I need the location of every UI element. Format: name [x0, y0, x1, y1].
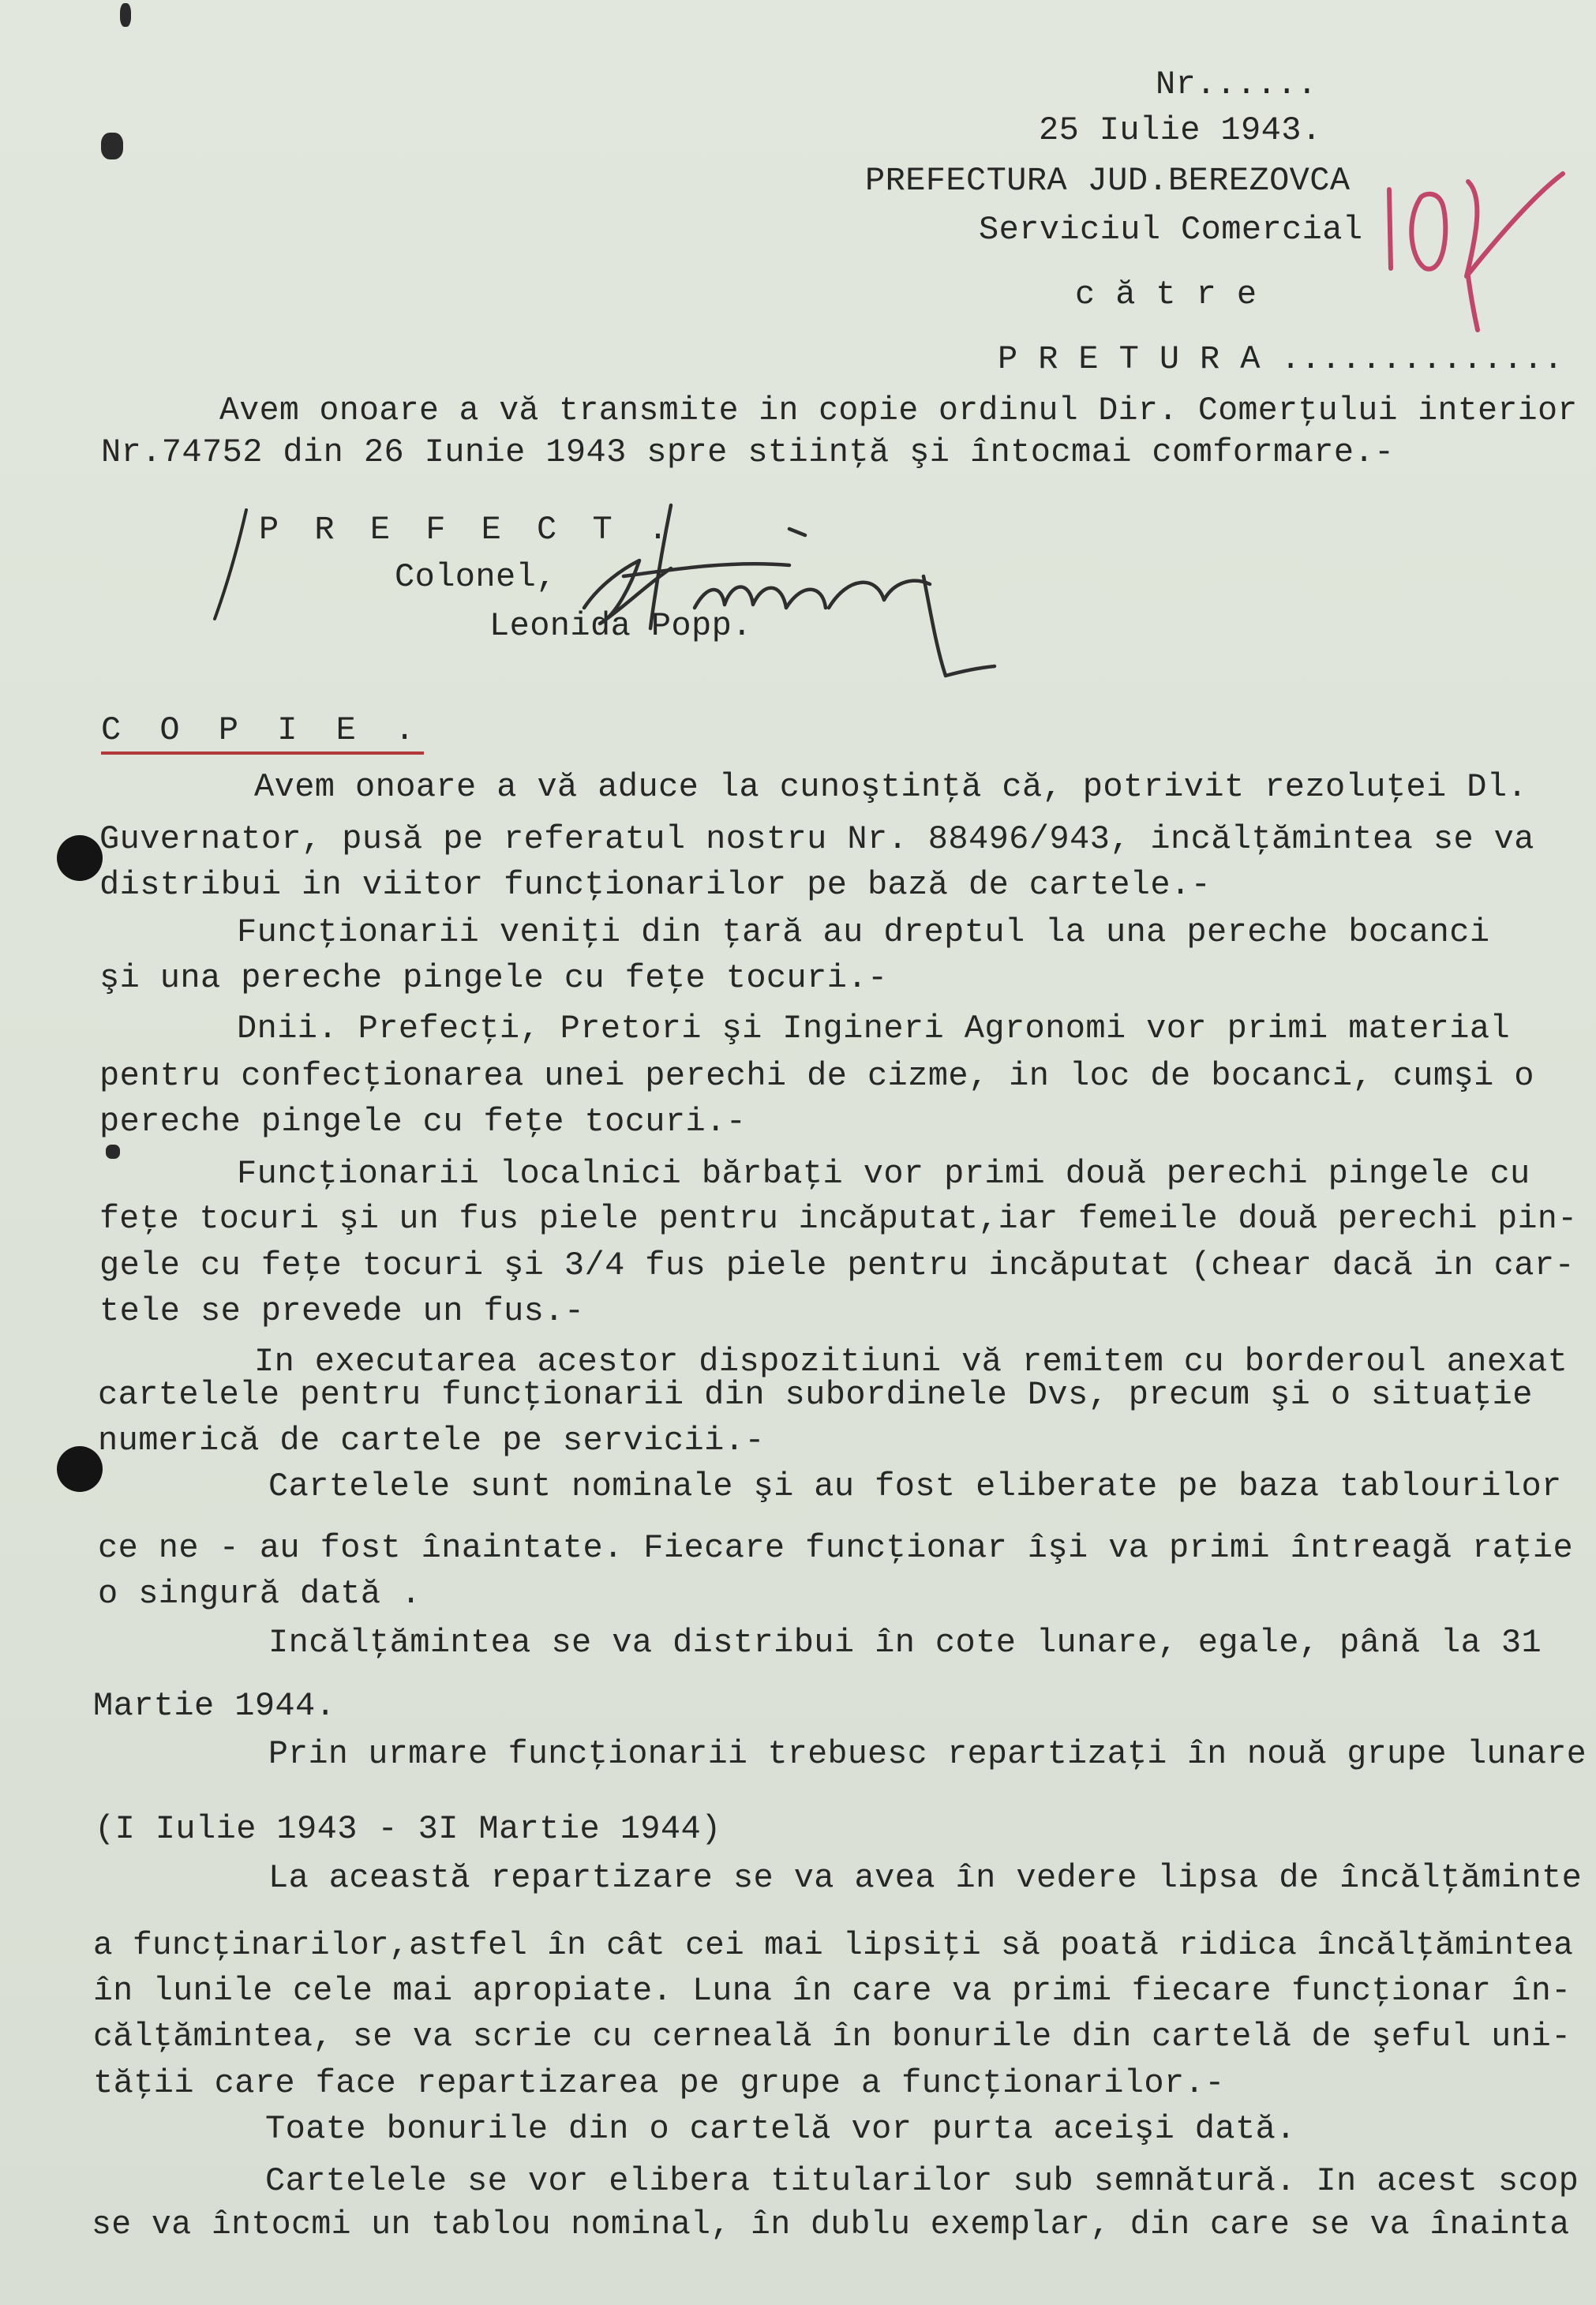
body-line: o singură dată .	[98, 1575, 421, 1613]
intro-line-2: Nr.74752 din 26 Iunie 1943 spre stiinţă şi întocmai comformare.-	[101, 433, 1395, 471]
body-line: feţe tocuri şi un fus piele pentru incăputat,iar femeile două perechi pin-	[99, 1201, 1578, 1238]
signature-rank: Colonel,	[395, 558, 556, 596]
body-line: Cartelele sunt nominale şi au fost eliberate pe baza tablourilor	[268, 1467, 1562, 1505]
addressed-to: c ă t r e	[1075, 275, 1257, 313]
body-line: a funcţinarilor,astfel în cât cei mai lipsiţi să poată ridica încălţămintea	[93, 1928, 1574, 1964]
ink-speck	[120, 3, 131, 27]
institution-name: PREFECTURA JUD.BEREZOVCA	[865, 162, 1351, 200]
body-line: Cartelele se vor elibera titularilor sub semnătură. In acest scop	[265, 2162, 1579, 2200]
body-line: Martie 1944.	[93, 1687, 336, 1725]
punch-hole-top	[57, 835, 103, 881]
body-line: Incălţămintea se va distribui în cote lunare, egale, până la 31	[268, 1624, 1542, 1662]
body-line: pentru confecţionarea unei perechi de cizme, in loc de bocanci, cumşi o	[99, 1057, 1534, 1095]
body-line: Funcţionarii veniţi din ţară au dreptul la una pereche bocanci	[237, 913, 1490, 951]
copy-heading: C O P I E .	[101, 710, 424, 755]
body-line: se va întocmi un tablou nominal, în dublu exemplar, din care se va înainta	[92, 2206, 1570, 2243]
body-line: pereche pingele cu feţe tocuri.-	[99, 1103, 747, 1141]
body-line: Guvernator, pusă pe referatul nostru Nr. 88496/943, incălţămintea se va	[99, 820, 1534, 858]
signature-slash	[207, 505, 254, 624]
document-date: 25 Iulie 1943.	[1039, 111, 1322, 149]
ink-speck	[101, 133, 123, 159]
body-line: Dnii. Prefecţi, Pretori şi Ingineri Agronomi vor primi material	[237, 1010, 1511, 1048]
body-line: numerică de cartele pe servicii.-	[98, 1422, 765, 1460]
body-line: şi una pereche pingele cu feţe tocuri.-	[99, 959, 888, 997]
recipient: P R E T U R A ..............	[998, 340, 1564, 378]
body-line: tele se prevede un fus.-	[99, 1292, 585, 1330]
signature-title: P R E F E C T .	[259, 511, 676, 549]
body-line: distribui in viitor funcţionarilor pe bază de cartele.-	[99, 866, 1212, 904]
signature-name: Leonida Popp.	[489, 607, 752, 645]
punch-hole-bottom	[57, 1446, 103, 1492]
body-line: tăţii care face repartizarea pe grupe a funcţionarilor.-	[93, 2064, 1225, 2102]
body-line: Prin urmare funcţionarii trebuesc repartizaţi în nouă grupe lunare	[268, 1736, 1587, 1773]
intro-line-1: Avem onoare a vă transmite in copie ordinul Dir. Comerţului interior	[219, 392, 1578, 429]
body-line: ce ne - au fost înaintate. Fiecare funcţionar îşi va primi întreagă raţie	[98, 1529, 1574, 1567]
service-name: Serviciul Comercial	[979, 211, 1363, 249]
body-line: gele cu feţe tocuri şi 3/4 fus piele pentru incăputat (chear dacă in car-	[99, 1246, 1575, 1284]
body-line: Funcţionarii localnici bărbaţi vor primi două perechi pingele cu	[237, 1155, 1530, 1193]
body-line: La această repartizare se va avea în vedere lipsa de încălţăminte	[268, 1859, 1583, 1897]
body-line: călţămintea, se va scrie cu cerneală în bonurile din cartelă de şeful uni-	[93, 2018, 1572, 2056]
body-line: (I Iulie 1943 - 3I Martie 1944)	[95, 1810, 721, 1848]
body-line: In executarea acestor dispozitiuni vă remitem cu borderoul anexat	[254, 1343, 1568, 1381]
handwritten-red-number	[1373, 150, 1579, 339]
body-line: Avem onoare a vă aduce la cunoştinţă că, potrivit rezoluţei Dl.	[254, 768, 1528, 806]
body-line: Toate bonurile din o cartelă vor purta aceişi dată.	[265, 2110, 1296, 2148]
body-line: în lunile cele mai apropiate. Luna în care va primi fiecare funcţionar în-	[93, 1973, 1572, 2010]
body-line: cartelele pentru funcţionarii din subordinele Dvs, precum şi o situaţie	[98, 1376, 1533, 1414]
handwritten-signature	[553, 489, 1026, 710]
document-number: Nr......	[1156, 66, 1317, 103]
ink-speck	[106, 1145, 120, 1159]
